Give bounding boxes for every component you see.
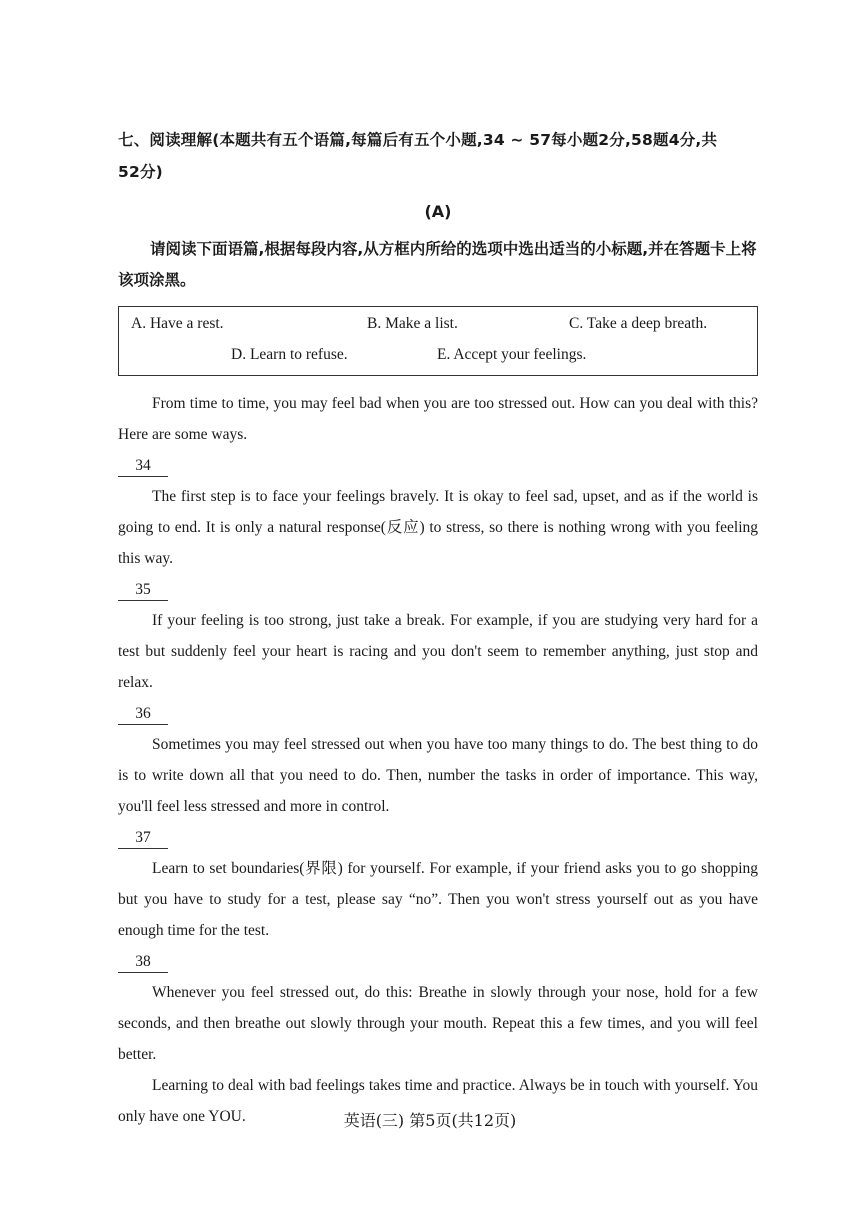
blank-number: 36 [118, 704, 168, 725]
answer-blank [118, 574, 168, 605]
answer-blank [118, 946, 168, 977]
block-38 [118, 946, 758, 1070]
instruction-text: 请阅读下面语篇,根据每段内容,从方框内所给的选项中选出适当的小标题,并在答题卡上将该项涂黑。 [118, 240, 757, 289]
block-35 [118, 574, 758, 698]
intro-paragraph: From time to time, you may feel bad when you are too stressed out. How can you deal with this? Here are some ways. [118, 395, 758, 443]
option-e: E. Accept your feelings. [437, 346, 587, 363]
section-title-line2: 52分) [118, 163, 163, 181]
blank-number: 34 [118, 456, 168, 477]
page-content [118, 124, 758, 1132]
paragraph: The first step is to face your feelings bravely. It is okay to feel sad, upset, and as if the world is going to end. It is only a natural response(反应) to stress, so there is nothing wrong with you feeling this way. [118, 488, 758, 567]
blank-number: 37 [118, 828, 168, 849]
answer-blank [118, 698, 168, 729]
paragraph: Whenever you feel stressed out, do this: Breathe in slowly through your nose, hold for a few seconds, and then breathe out slowly through your mouth. Repeat this a few times, and you will feel better. [118, 984, 758, 1063]
part-heading: (A) [424, 202, 452, 221]
block-34 [118, 450, 758, 574]
paragraph: If your feeling is too strong, just take a break. For example, if you are studying very hard for a test but suddenly feel your heart is racing and you don't seem to remember anything, just stop and relax. [118, 612, 758, 691]
page-footer: 英语(三) 第5页(共12页) [343, 1111, 517, 1130]
block-36 [118, 698, 758, 822]
option-c: C. Take a deep breath. [569, 315, 708, 332]
conclusion-paragraph: Learning to deal with bad feelings takes time and practice. Always be in touch with yourself. You only have one YOU. [118, 1077, 758, 1125]
section-title [118, 124, 758, 188]
answer-blank [118, 822, 168, 853]
option-a: A. Have a rest. [131, 315, 224, 332]
blank-number: 35 [118, 580, 168, 601]
option-b: B. Make a list. [367, 315, 458, 332]
block-37 [118, 822, 758, 946]
paragraph: Sometimes you may feel stressed out when you have too many things to do. The best thing to do is to write down all that you need to do. Then, number the tasks in order of importance. This way, you'll feel less stressed and more in control. [118, 736, 758, 815]
answer-blank [118, 450, 168, 481]
paragraph: Learn to set boundaries(界限) for yourself. For example, if your friend asks you to go shopping but you have to study for a test, please say “no”. Then you won't stress yourself out as you have enough time for the test. [118, 860, 758, 939]
blank-number: 38 [118, 952, 168, 973]
options-box [118, 306, 758, 376]
section-title-line1: 七、阅读理解(本题共有五个语篇,每篇后有五个小题,34 ~ 57每小题2分,58题4分,共 [118, 131, 718, 149]
option-d: D. Learn to refuse. [231, 346, 348, 363]
